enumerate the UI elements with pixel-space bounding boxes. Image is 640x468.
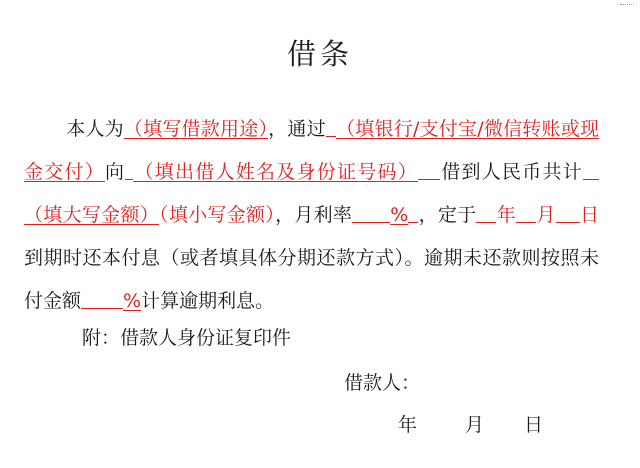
- blank-underline[interactable]: [583, 160, 599, 180]
- text-segment: 计算逾期利息。: [141, 290, 275, 312]
- interest-rate-blank[interactable]: [352, 203, 390, 223]
- lender-info-field[interactable]: （填出借人姓名及身份证号码）: [133, 161, 418, 183]
- blank-underline[interactable]: [326, 117, 336, 137]
- date-year-label: 年: [398, 414, 418, 436]
- text-segment: ，月利率: [275, 204, 353, 226]
- loan-note-body: [24, 108, 599, 323]
- due-day-blank[interactable]: [556, 203, 580, 223]
- blank-underline[interactable]: [408, 203, 418, 223]
- overdue-rate-blank[interactable]: [81, 289, 123, 309]
- date-day-label: 日: [524, 414, 544, 436]
- text-segment: 本人为: [66, 118, 124, 140]
- text-segment: 借到人民币共计: [439, 161, 583, 183]
- date-month-label: 月: [465, 414, 485, 436]
- text-segment: 向: [105, 161, 126, 183]
- percent-sign: %: [123, 290, 142, 312]
- text-segment: ，通过: [268, 118, 326, 140]
- document-title: 借条: [286, 37, 353, 71]
- payment-method-field[interactable]: （填银行/支付宝/微信转账或现金交付）: [24, 118, 599, 183]
- percent-sign: %: [390, 204, 409, 226]
- loan-purpose-field[interactable]: （填写借款用途）: [123, 118, 269, 140]
- due-year-label: 年: [496, 204, 517, 226]
- signature-date-row: [398, 410, 543, 440]
- text-segment: 到期时还本付息（或者填具体分期还款方式）。逾期未还款则按照未付金额: [24, 247, 599, 312]
- blank-underline[interactable]: [418, 160, 440, 180]
- due-year-blank[interactable]: [476, 203, 496, 223]
- borrower-signature-label: 借款人：: [344, 372, 421, 394]
- due-month-label: 月: [536, 204, 556, 226]
- text-segment: ，定于: [418, 204, 477, 226]
- amount-numeric-field[interactable]: （填小写金额）: [159, 204, 276, 226]
- due-day-label: 日: [579, 204, 599, 226]
- page-corner-mark: [620, 4, 634, 6]
- due-month-blank[interactable]: [516, 203, 536, 223]
- amount-uppercase-field[interactable]: （填大写金额）: [24, 204, 160, 226]
- attachment-note: 附：借款人身份证复印件: [82, 327, 292, 349]
